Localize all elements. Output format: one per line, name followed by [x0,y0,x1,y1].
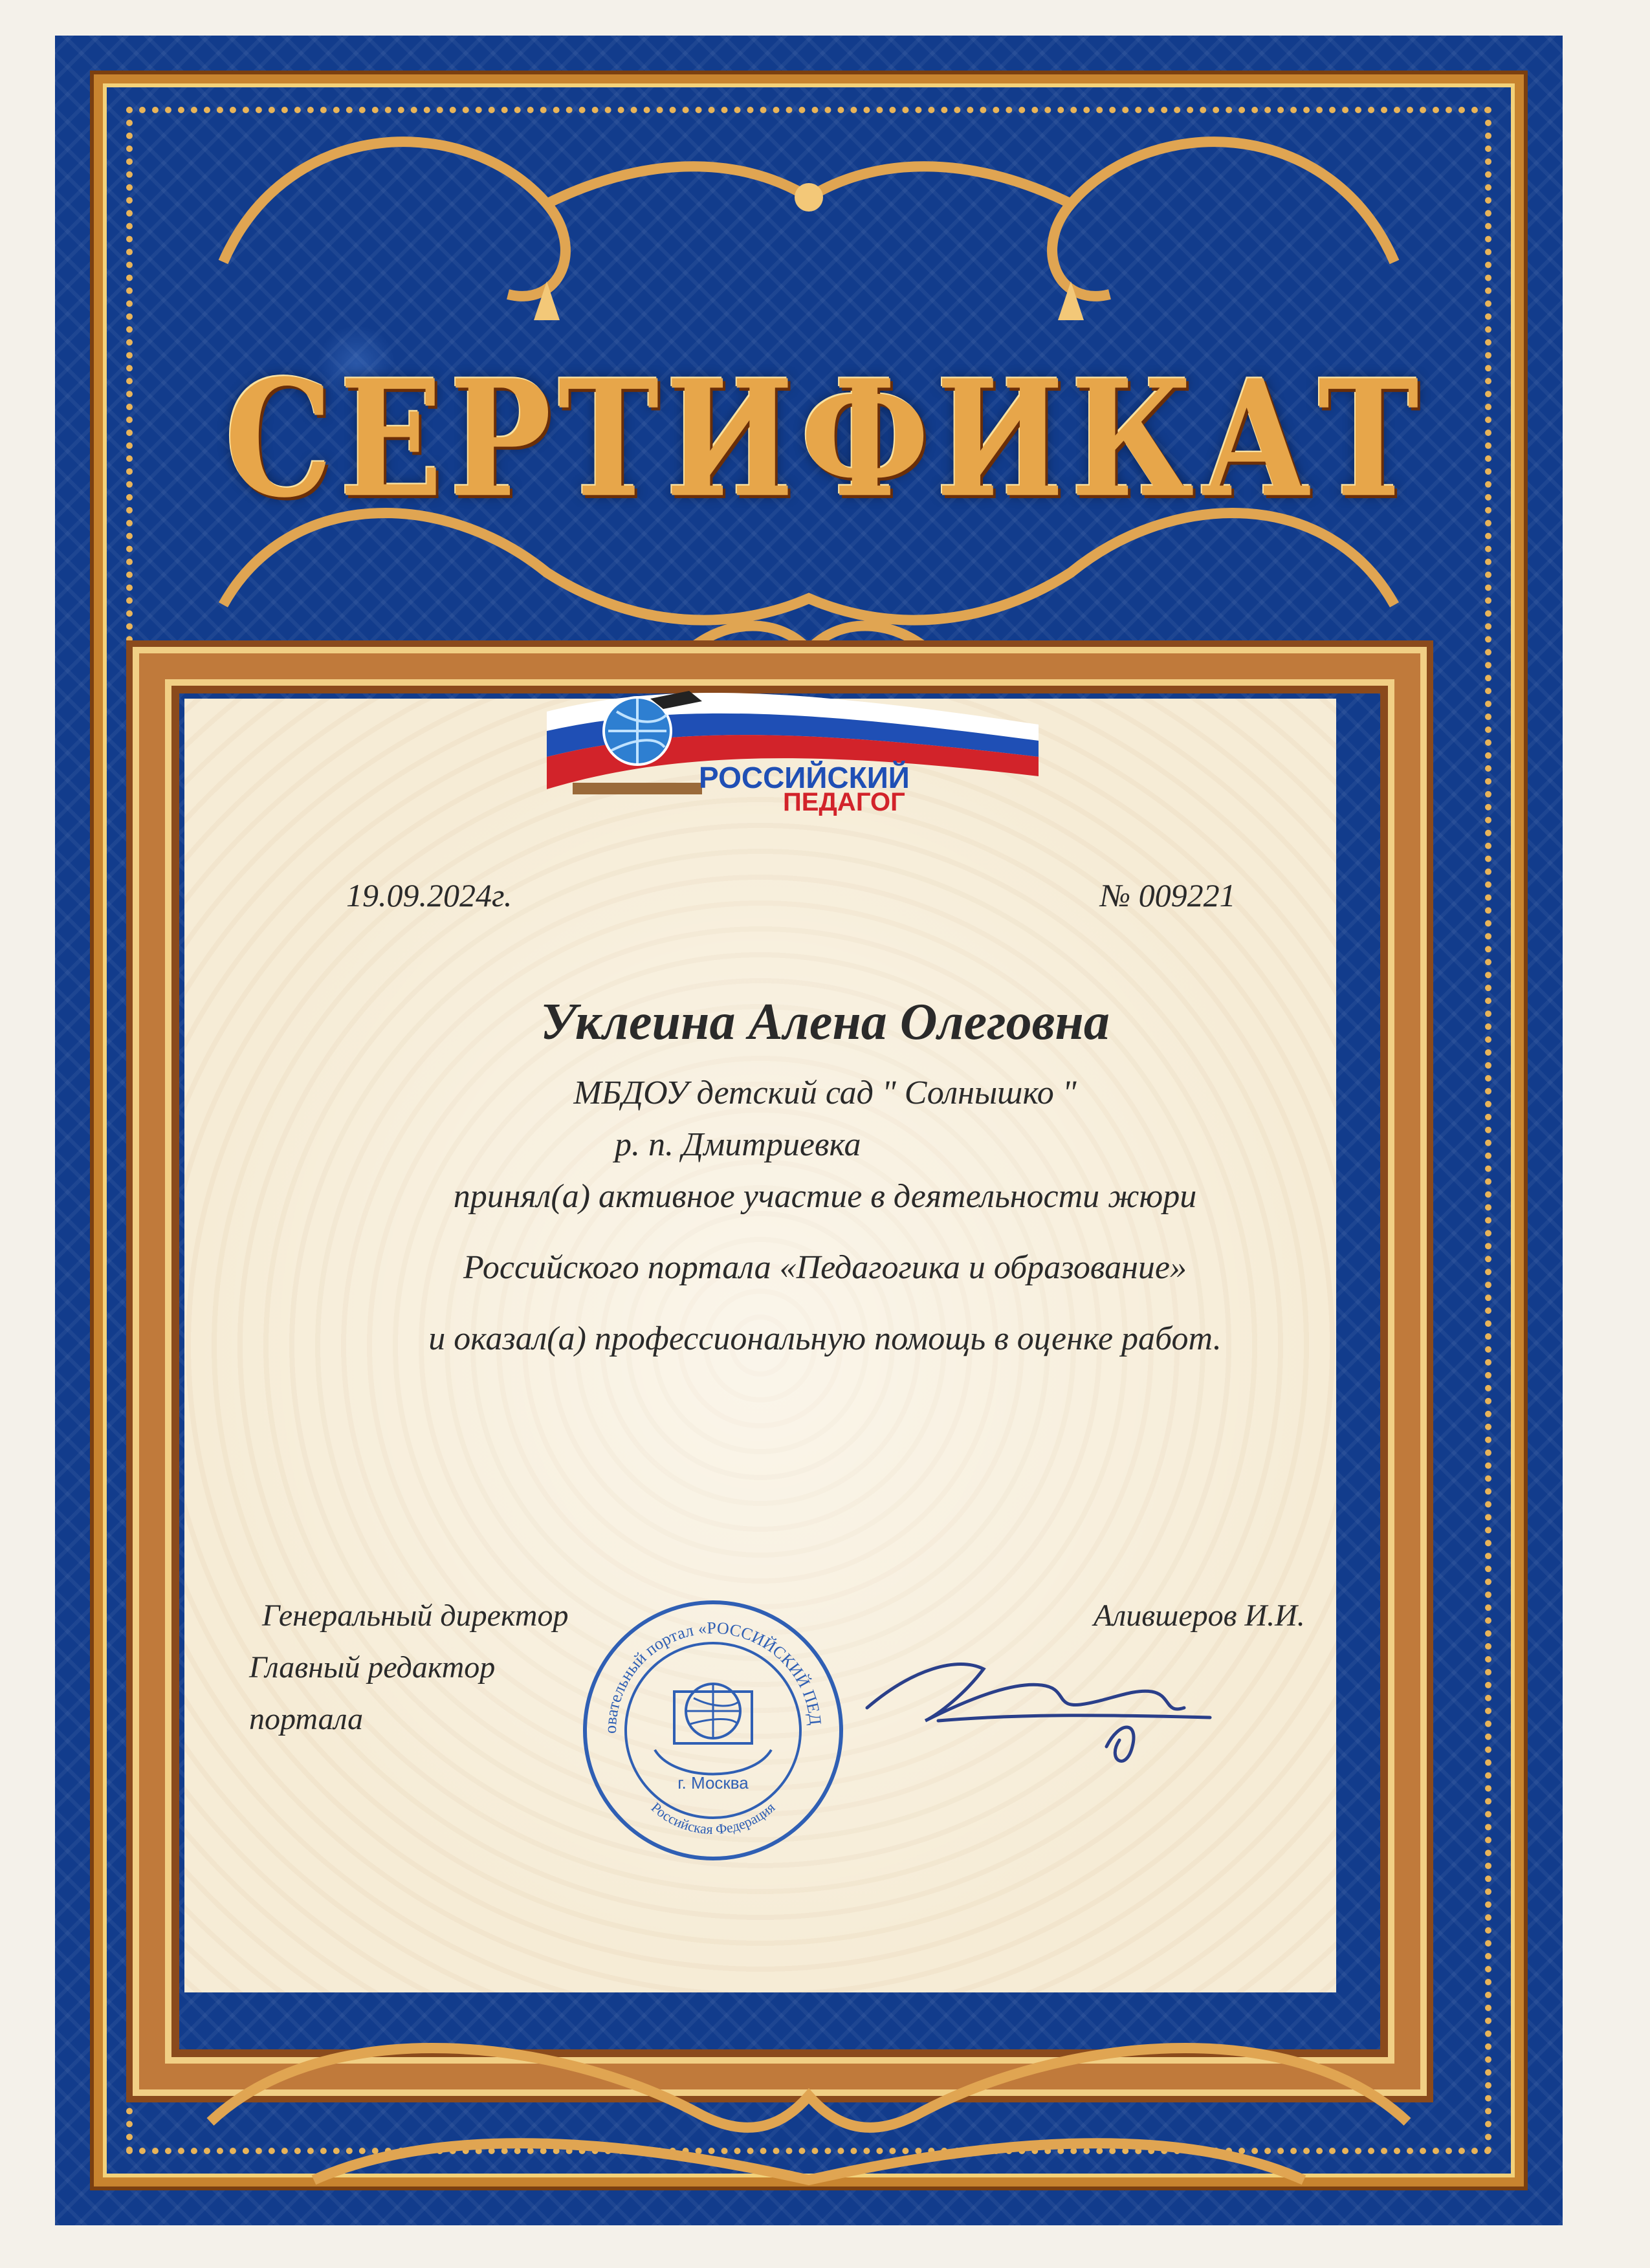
stamp-ring-text: овательный портал «РОССИЙСКИЙ ПЕД [600,1618,825,1734]
rossiyskiy-pedagog-logo [547,686,1039,815]
logo-line1: РОССИЙСКИЙ [699,761,910,794]
body-line-2: Российского портала «Педагогика и образование» [463,1249,1187,1286]
body-line-1: принял(а) активное участие в деятельности жюри [453,1178,1197,1215]
signatory-title-2: Главный редактор [249,1650,496,1685]
signatory-name: Алившеров И.И. [1094,1598,1305,1633]
locality: р. п. Дмитриевка [615,1126,861,1163]
stamp-city: г. Москва [677,1773,749,1793]
stamp-seal-icon [577,1595,849,1866]
issue-date: 19.09.2024г. [346,877,512,913]
certificate-title: СЕРТИФИКАТ [225,344,1425,534]
svg-text:Образовательный портал «РОССИЙ [577,1595,825,1734]
portal-stamp [577,1595,849,1866]
signatory-title-1: Генеральный директор [262,1598,569,1633]
body-line-3: и оказал(а) профессиональную помощь в оценке работ. [428,1320,1222,1357]
recipient-name: Уклеина Алена Олеговна [540,994,1110,1051]
handwritten-signature [861,1630,1223,1779]
signatory-title-3: портала [249,1702,364,1736]
certificate-number: № 009221 [1100,877,1236,913]
stamp-bottom-text: Российская Федерация [648,1799,778,1838]
organization: МБДОУ детский сад " Солнышко " [573,1074,1077,1111]
bottom-ornament [55,1908,1563,2225]
logo-line2: ПЕДАГОГ [783,788,905,816]
